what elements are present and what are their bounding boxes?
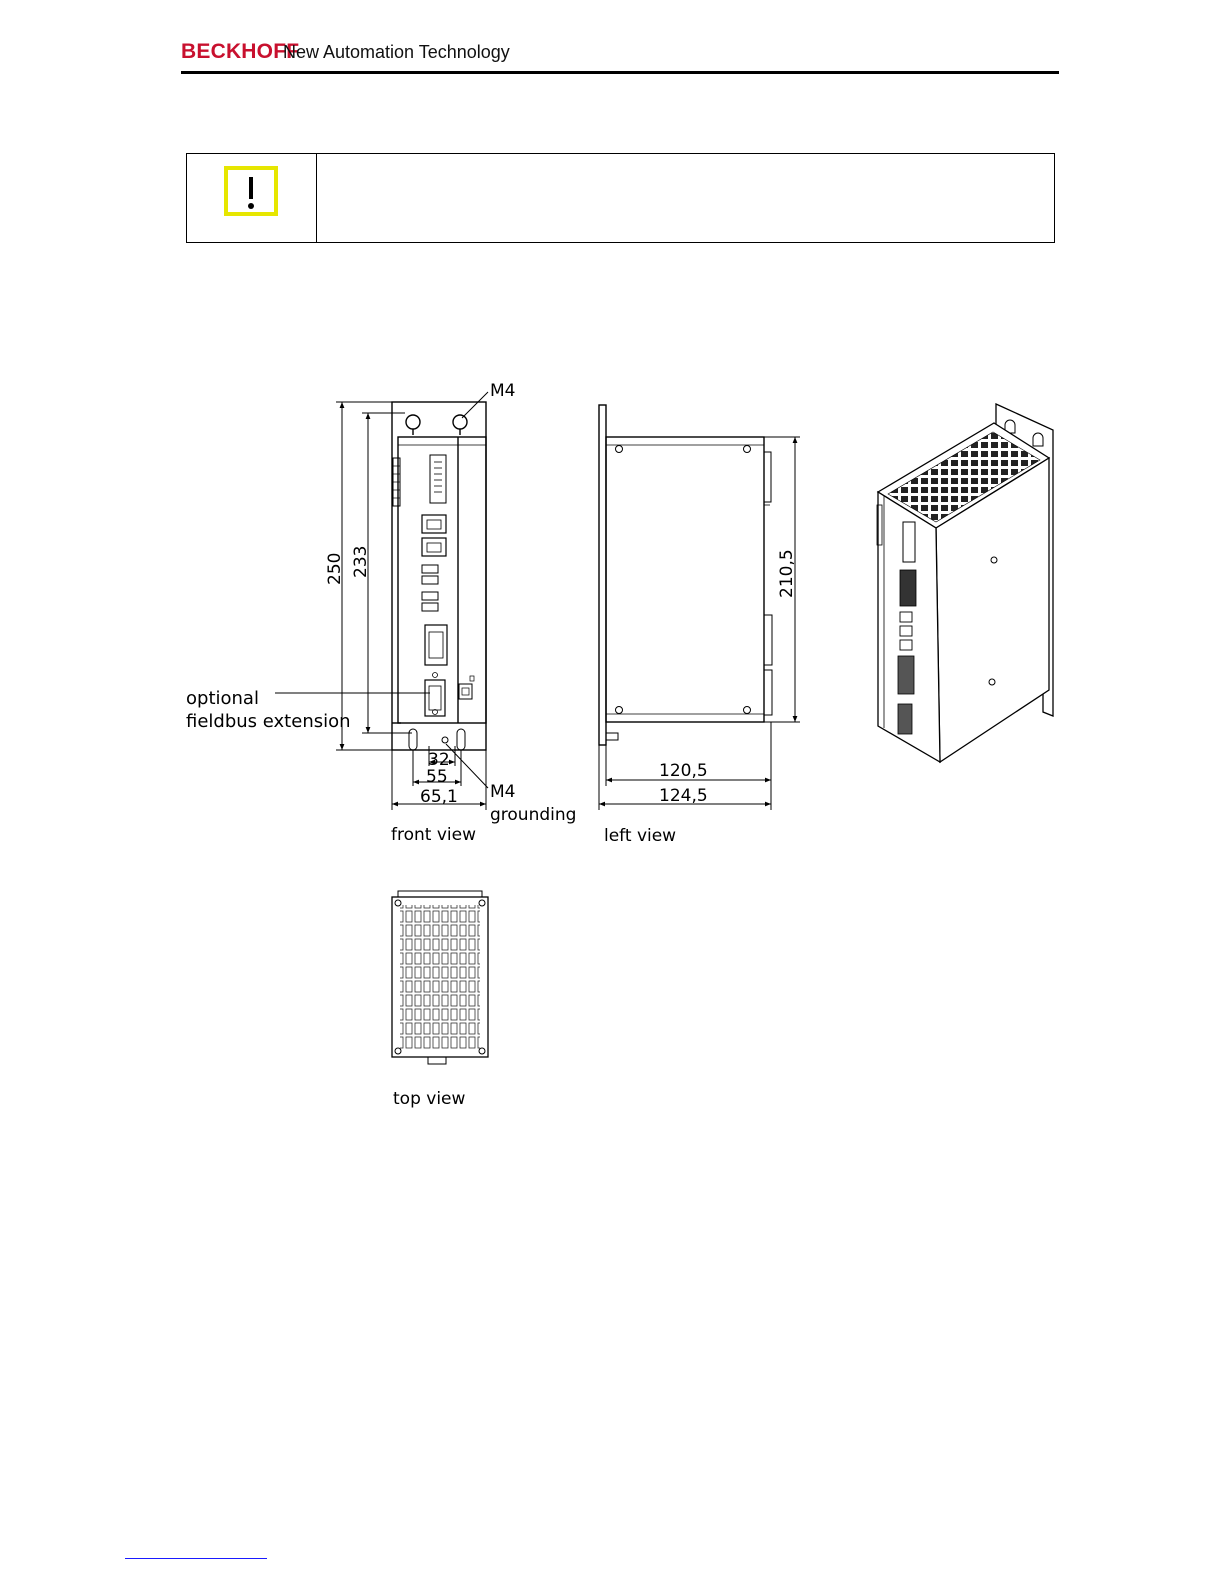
label-grounding: grounding [490, 805, 577, 825]
dim-32: 32 [428, 750, 450, 770]
dim-55: 55 [426, 767, 448, 787]
dim-65-1: 65,1 [420, 787, 458, 807]
label-m4-grounding: M4 [490, 782, 516, 802]
caption-top-view: top view [393, 1089, 466, 1109]
dim-124-5: 124,5 [659, 786, 708, 806]
label-m4-top: M4 [490, 381, 516, 401]
footer-divider [125, 1558, 267, 1559]
caption-front-view: front view [391, 825, 476, 845]
left-view [599, 405, 772, 745]
dim-233: 233 [351, 545, 371, 578]
isometric-view [877, 404, 1053, 762]
label-fieldbus-extension: fieldbus extension [186, 711, 351, 732]
front-view [392, 402, 486, 750]
brand-logo: BECKHOFF [181, 40, 300, 63]
dim-210-5: 210,5 [777, 549, 797, 598]
dim-250: 250 [325, 552, 345, 585]
caption-left-view: left view [604, 826, 677, 846]
dim-120-5: 120,5 [659, 761, 708, 781]
label-optional: optional [186, 688, 259, 709]
top-view [392, 891, 488, 1064]
brand-tagline: New Automation Technology [283, 42, 510, 62]
